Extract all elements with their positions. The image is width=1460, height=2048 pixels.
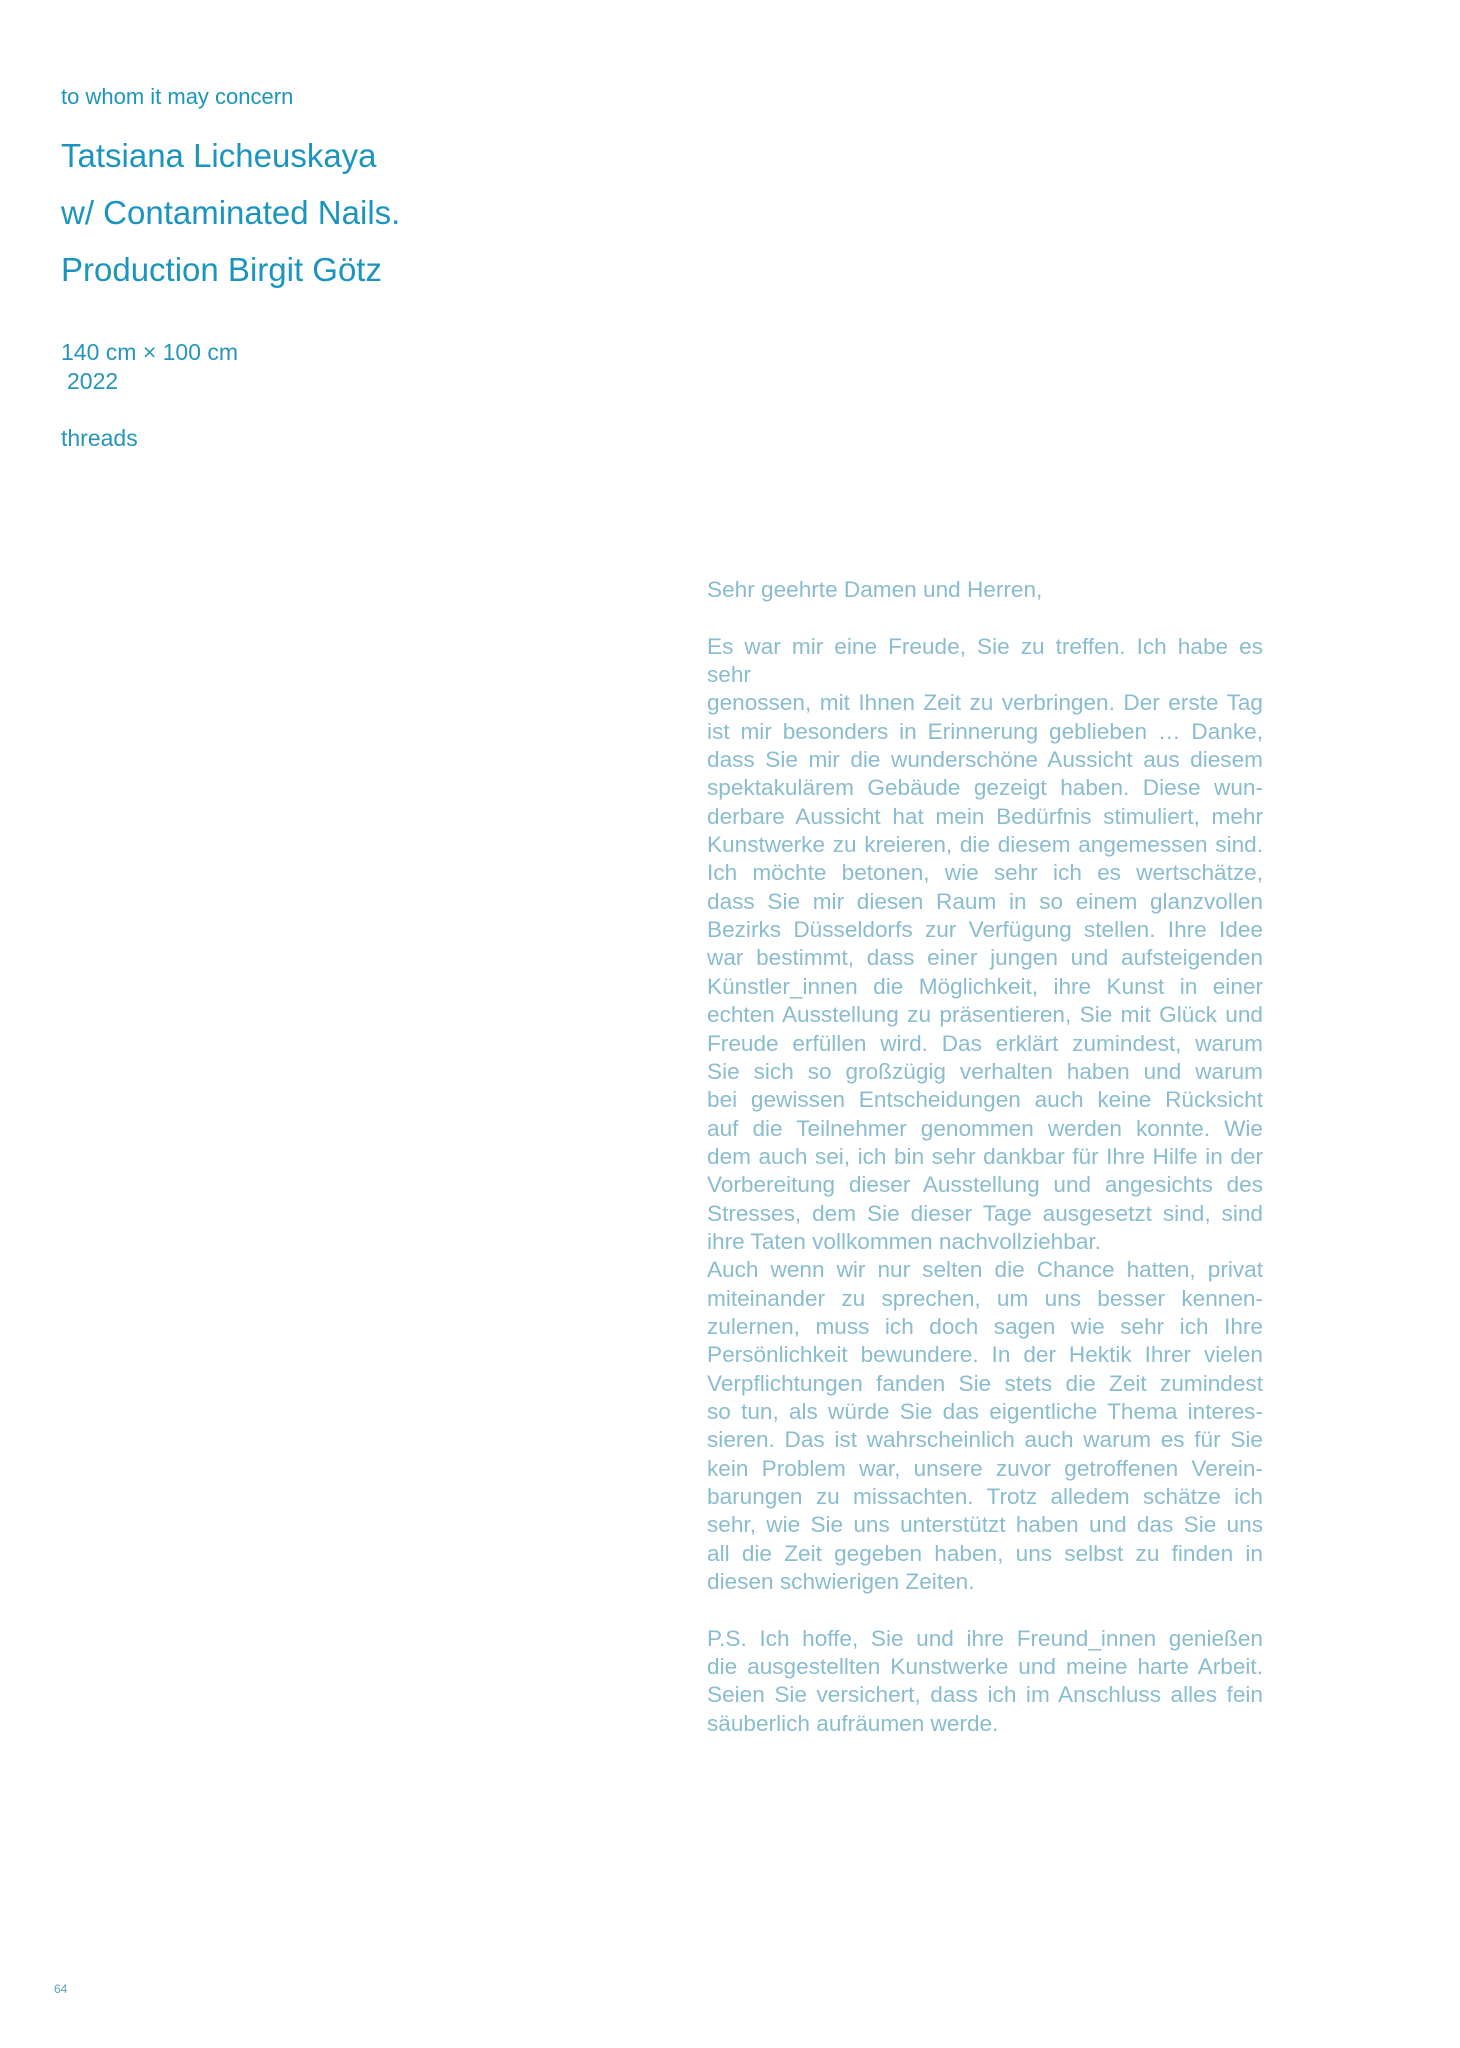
letter-line: echten Ausstellung zu präsentieren, Sie mit Glück und (707, 1002, 1263, 1028)
artwork-material: threads (61, 425, 138, 451)
letter-line: Es war mir eine Freude, Sie zu treffen. Ich habe es sehr (707, 633, 1263, 688)
letter-line: dass Sie mir diesen Raum in so einem glanzvollen (707, 888, 1263, 914)
letter-line: miteinander zu sprechen, um uns besser kennen- (707, 1285, 1263, 1311)
postscript-line: die ausgestellten Kunstwerke und meine harte Arbeit. (707, 1654, 1263, 1680)
artwork-dimensions: 140 cm × 100 cm (61, 339, 239, 365)
letter-line: Freude erfüllen wird. Das erklärt zumindest, warum (707, 1030, 1263, 1056)
letter-line: war bestimmt, dass einer jungen und aufsteigenden (707, 945, 1263, 971)
letter-line: so tun, als würde Sie das eigentliche Thema interes- (707, 1398, 1263, 1424)
artwork-specs (61, 338, 238, 453)
letter-main-paragraph (707, 633, 1263, 1597)
letter-line: Künstler_innen die Möglichkeit, ihre Kunst in einer (707, 973, 1263, 999)
letter-line: bei gewissen Entscheidungen auch keine Rücksicht (707, 1087, 1263, 1113)
letter-line: Stresses, dem Sie dieser Tage ausgesetzt sind, sind (707, 1200, 1263, 1226)
page-number: 64 (54, 1982, 68, 1996)
artist-name: Tatsiana Licheuskaya (61, 137, 377, 174)
postscript-line: säuberlich aufräumen werde. (707, 1710, 999, 1736)
letter-greeting: Sehr geehrte Damen und Herren, (707, 577, 1043, 602)
work-title: w/ Contaminated Nails. (61, 194, 401, 231)
letter-line: sieren. Das ist wahrscheinlich auch warum es für Sie (707, 1427, 1263, 1453)
postscript-line: Seien Sie versichert, dass ich im Anschluss alles fein (707, 1682, 1263, 1708)
postscript-line: P.S. Ich hoffe, Sie und ihre Freund_innen genießen (707, 1625, 1263, 1651)
letter-line: diesen schwierigen Zeiten. (707, 1569, 975, 1595)
letter-line: ist mir besonders in Erinnerung geblieben … Danke, (707, 718, 1263, 744)
letter-line: derbare Aussicht hat mein Bedürfnis stimuliert, mehr (707, 803, 1263, 829)
addressee-line: to whom it may concern (61, 84, 294, 109)
letter-line: Sie sich so großzügig verhalten haben und warum (707, 1058, 1263, 1084)
letter-line: all die Zeit gegeben haben, uns selbst zu finden in (707, 1540, 1263, 1566)
letter-line: kein Problem war, unsere zuvor getroffenen Verein- (707, 1455, 1263, 1481)
letter-line: barungen zu missachten. Trotz alledem schätze ich (707, 1484, 1263, 1509)
artwork-year: 2022 (67, 368, 119, 394)
letter-line: spektakulärem Gebäude gezeigt haben. Diese wun- (707, 775, 1263, 801)
production-credit: Production Birgit Götz (61, 251, 382, 288)
letter-line: Persönlichkeit bewundere. In der Hektik Ihrer vielen (707, 1342, 1263, 1368)
letter-line: dass Sie mir die wunderschöne Aussicht aus diesem (707, 747, 1263, 773)
letter-line: genossen, mit Ihnen Zeit zu verbringen. Der erste Tag (707, 690, 1263, 716)
letter-line: Bezirks Düsseldorfs zur Verfügung stellen. Ihre Idee (707, 917, 1263, 943)
letter-line: Vorbereitung dieser Ausstellung und angesichts des (707, 1172, 1263, 1198)
letter-postscript (707, 1625, 1263, 1738)
letter-line: sehr, wie Sie uns unterstützt haben und das Sie uns (707, 1512, 1263, 1538)
letter-body (707, 576, 1263, 1738)
letter-line: auf die Teilnehmer genommen werden konnte. Wie (707, 1115, 1263, 1141)
letter-line: Ich möchte betonen, wie sehr ich es wertschätze, (707, 860, 1263, 886)
letter-line: Auch wenn wir nur selten die Chance hatten, privat (707, 1257, 1263, 1283)
letter-line: dem auch sei, ich bin sehr dankbar für Ihre Hilfe in der (707, 1143, 1263, 1169)
letter-line: zulernen, muss ich doch sagen wie sehr ich Ihre (707, 1313, 1263, 1339)
letter-line: Kunstwerke zu kreieren, die diesem angemessen sind. (707, 832, 1263, 858)
letter-line: Verpflichtungen fanden Sie stets die Zeit zumindest (707, 1370, 1263, 1396)
letter-line: ihre Taten vollkommen nachvollziehbar. (707, 1228, 1101, 1254)
header-block (61, 83, 400, 298)
